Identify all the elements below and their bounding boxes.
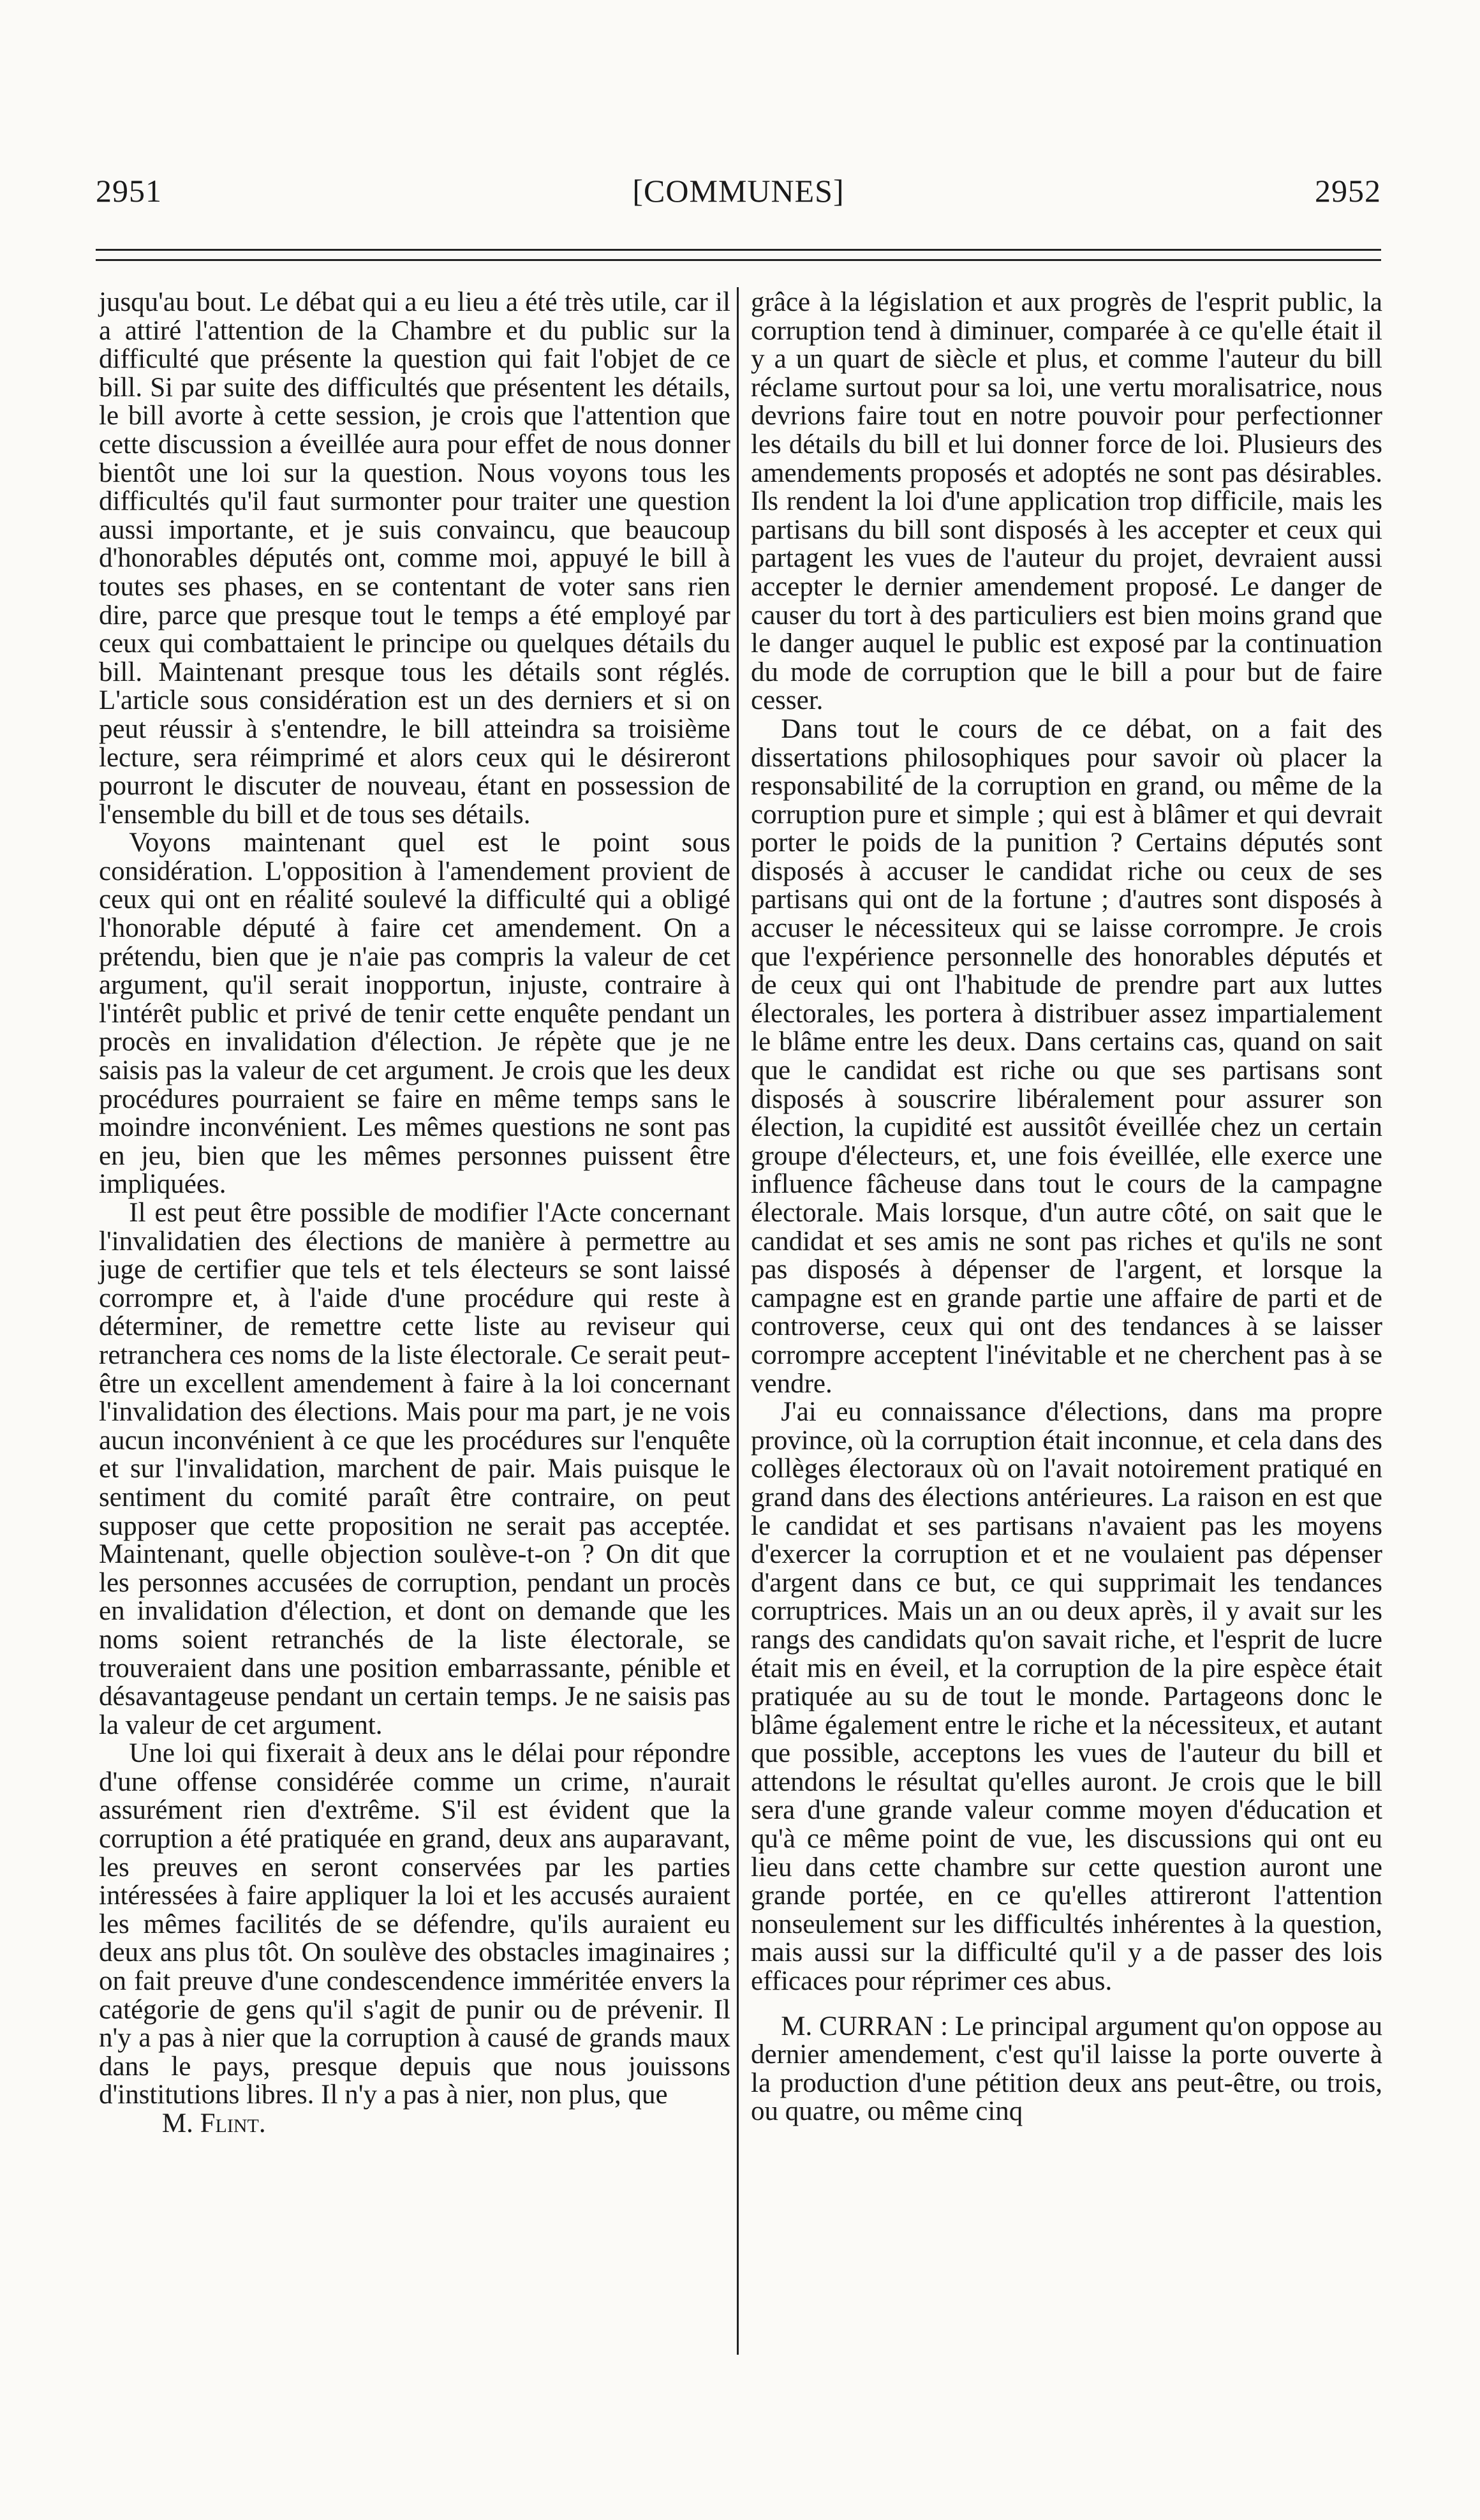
page-number-right: 2952 xyxy=(1315,173,1381,209)
paragraph: J'ai eu connaissance d'élections, dans ma propre province, où la corruption était inconnue, et cela dans des collèges électoraux où on l'avait notoirement pratiqué en grand dans des élections antérieures. La raison en est que le candidat et ses partisans n'avaient pas les moyens d'exercer la corruption et et ne voulaient pas dépenser d'argent dans ce but, ce qui supprimait les tendances corruptrices. Mais un an ou deux après, il y avait sur les rangs des candidats qu'on savait riche, et l'esprit de lucre était mis en éveil, et la corruption de la pire espèce était pratiquée au su de tout le monde. Partageons donc le blâme également entre le riche et la nécessiteux, et autant que possible, acceptons les vues de l'auteur du bill et attendons le résultat qu'elles auront. Je crois que le bill sera d'une grande valeur comme moyen d'éducation et qu'à ce même point de vue, les discussions qui ont eu lieu dans cette chambre sur cette question auront une grande portée, en ce qu'elles attireront l'attention nonseulement sur les difficultés inhérentes à la question, mais aussi sur la difficulté qu'il y a de passer des lois efficaces pour réprimer ces abus. xyxy=(751,1397,1382,1997)
section-title: [COMMUNES] xyxy=(632,173,845,209)
speech-paragraph xyxy=(751,2013,1382,2126)
paragraph: grâce à la législation et aux progrès de l'esprit public, la corruption tend à diminuer, comparée à ce qu'elle était il y a un quart de siècle et plus, et comme l'auteur du bill réclame surtout pour sa loi, une vertu moralisatrice, nous devrions faire tout en notre pouvoir pour perfectionner les détails du bill et lui donner force de loi. Plusieurs des amendements proposés et adoptés ne sont pas désirables. Ils rendent la loi d'une application trop difficile, mais les partisans du bill sont disposés à les accepter et ceux qui partagent les vues de l'auteur du projet, devraient aussi accepter le dernier amendement proposé. Le danger de causer du tort à des particuliers est bien moins grand que le danger auquel le public est exposé par la continuation du mode de corruption que le bill a pour but de faire cesser. xyxy=(751,287,1382,716)
paragraph: Voyons maintenant quel est le point sous considération. L'opposition à l'amendement provient de ceux qui ont en réalité soulevé la difficulté qui a obligé l'honorable député à faire cet amendement. On a prétendu, bien que je n'aie pas compris la valeur de cet argument, qu'il serait inopportun, injuste, contraire à l'intérêt public et privé de tenir cette enquête pendant un procès en invalidation d'élection. Je répète que je ne saisis pas la valeur de cet argument. Je crois que les deux procédures pourraient se faire en même temps sans le moindre inconvénient. Les mêmes questions ne sont pas en jeu, bien que les mêmes personnes puissent être impliquées. xyxy=(99,828,730,1200)
header-rule-bottom xyxy=(96,259,1381,261)
left-column xyxy=(99,288,730,2138)
column-divider xyxy=(737,287,739,2355)
speaker-name: M. CURRAN : xyxy=(781,2011,949,2041)
paragraph: Une loi qui fixerait à deux ans le délai pour répondre d'une offense considérée comme un crime, n'aurait assurément rien d'extrême. S'il est évident que la corruption a été pratiquée en grand, deux ans auparavant, les preuves en seront conservées par les parties intéressées à faire appliquer la loi et les accusés auraient les mêmes facilités de se défendre, qu'ils auraient eu deux ans plus tôt. On soulève des obstacles imaginaires ; on fait preuve d'une condescendence imméritée envers la catégorie de gens qu'il s'agit de punir ou de prévenir. Il n'y a pas à nier que la corruption à causé de grands maux dans le pays, presque depuis que nous jouissons d'institutions libres. Il n'y a pas à nier, non plus, que xyxy=(99,1738,730,2110)
right-column xyxy=(751,288,1382,2126)
paragraph: jusqu'au bout. Le débat qui a eu lieu a été très utile, car il a attiré l'attention de la Chambre et du public sur la difficulté que présente la question qui fait l'objet de ce bill. Si par suite des difficultés que présentent les détails, le bill avorte à cette session, je crois que l'attention que cette discussion a éveillée aura pour effet de nous donner bientôt une loi sur la question. Nous voyons tous les difficultés qu'il faut surmonter pour traiter une question aussi importante, et je suis convaincu, que beaucoup d'honorables députés ont, comme moi, appuyé le bill à toutes ses phases, en se contentant de voter sans rien dire, parce que presque tout le temps a été employé par ceux qui combattaient le principe ou quelques détails du bill. Maintenant presque tous les détails sont réglés. L'article sous considération est un des derniers et si on peut réussir à s'entendre, le bill atteindra sa troisième lecture, sera réimprimé et alors ceux qui le désireront pourront le discuter de nouveau, étant en possession de l'ensemble du bill et de tous ses détails. xyxy=(99,287,730,830)
page-header xyxy=(96,172,1381,223)
page-number-left: 2951 xyxy=(96,173,162,209)
speech-text: Le principal argument qu'on oppose au dernier amendement, c'est qu'il laisse la porte ouverte à la production d'une pétition deux ans peut-être, ou trois, ou quatre, ou même cinq xyxy=(751,2011,1382,2127)
header-rule-top xyxy=(96,249,1381,251)
paragraph: Il est peut être possible de modifier l'Acte concernant l'invalidatien des élections de manière à permettre au juge de certifier que tels et tels électeurs se sont laissé corrompre et, à l'aide d'une procédure qui reste à déterminer, de remettre cette liste au reviseur qui retranchera ces noms de la liste électorale. Ce serait peut-être un excellent amendement à faire à la loi concernant l'invalidation des élections. Mais pour ma part, je ne vois aucun inconvénient à ce que les procédures sur l'enquête et sur l'invalidation, marchent de pair. Mais puisque le sentiment du comité paraît être contraire, on peut supposer que cette proposition ne serait pas acceptée. Maintenant, quelle objection soulève-t-on ? On dit que les personnes accusées de corruption, pendant un procès en invalidation d'élection, et dont on demande que les noms soient retranchés de la liste électorale, se trouveraient dans une position embarrassante, pénible et désavantageuse pendant un certain temps. Je ne saisis pas la valeur de cet argument. xyxy=(99,1198,730,1740)
speaker-signature: M. Flint. xyxy=(161,2108,266,2138)
paragraph: Dans tout le cours de ce débat, on a fait des dissertations philosophiques pour savoir où placer la responsabilité de la corruption en grand, ou même de la corruption pure et simple ; qui est à blâmer et qui devrait porter le poids de la punition ? Certains députés sont disposés à accuser le candidat riche ou ceux de ses partisans qui ont de la fortune ; d'autres sont disposés à accuser le nécessiteux qui se laisse corrompre. Je crois que l'expérience personnelle des honorables députés et de ceux qui ont l'habitude de prendre part aux luttes électorales, les portera à distribuer assez impartialement le blâme entre les deux. Dans certains cas, quand on sait que le candidat est riche ou que ses partisans sont disposés à souscrire libéralement pour assurer son élection, la cupidité est aussitôt éveillée chez un certain groupe d'électeurs, et, une fois éveillée, elle exerce une influence fâcheuse dans tout le cours de la campagne électorale. Mais lorsque, d'un autre côté, on sait que le candidat et ses amis ne sont pas riches et qu'ils ne sont pas disposés à dépenser de l'argent, et lorsque la campagne est en grande partie une affaire de parti et de controverse, ceux qui ont des tendances à se laisser corrompre acceptent l'inévitable et ne cherchent pas à se vendre. xyxy=(751,713,1382,1399)
